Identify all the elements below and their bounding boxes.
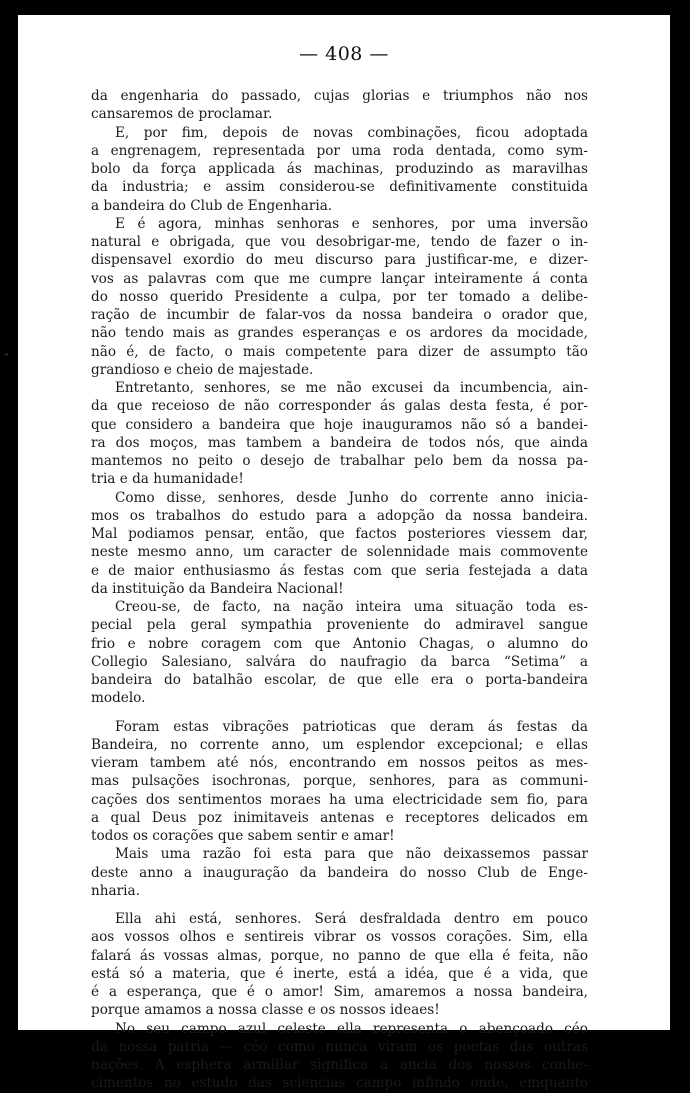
page-number: — 408 — xyxy=(299,43,389,65)
text-line: ração de incumbir de falar-vos da nossa bandeira o orador que, xyxy=(91,307,588,323)
text-line: da engenharia do passado, cujas glorias e triumphos não nos xyxy=(91,88,588,104)
text-line: mos os trabalhos do estudo para a adopção da nossa bandeira. xyxy=(91,507,588,524)
text-line: mantemos no peito o desejo de trabalhar pelo bem da nossa pa- xyxy=(91,453,588,469)
text-line: natural e obrigada, que vou desobrigar-me, tendo de fazer o in- xyxy=(91,234,588,250)
text-line: da industria; e assim considerou-se definitivamente constituida xyxy=(91,179,588,196)
text-line: cações dos sentimentos moraes ha uma electricidade sem fio, para xyxy=(91,791,588,808)
text-line: do nosso querido Presidente a culpa, por ter tomado a delibe- xyxy=(91,288,588,305)
margin-speck xyxy=(5,353,8,356)
text-line: deste anno a inauguração da bandeira do nosso Club de Enge- xyxy=(91,864,588,881)
text-line: Mal podiamos pensar, então, que factos posteriores viessem dar, xyxy=(91,526,588,542)
paragraph-gap xyxy=(91,900,588,910)
text-line: e de maior enthusiasmo ás festas com que seria festejada a data xyxy=(91,562,588,579)
text-line: frio e nobre coragem com que Antonio Chagas, o alumno do xyxy=(91,635,588,652)
text-line: da nossa patria — céo como nunca viram os poetas das outras xyxy=(91,1038,588,1055)
text-line: Ella ahi está, senhores. Será desfraldada dentro em pouco xyxy=(115,911,588,927)
text-line: da que receioso de não corresponder ás galas desta festa, é por- xyxy=(91,398,588,415)
text-line: ra dos moços, mas tambem a bandeira de todos nós, que ainda xyxy=(91,434,588,451)
text-line: grandioso e cheio de majestade. xyxy=(91,361,314,378)
text-line: da instituição da Bandeira Nacional! xyxy=(91,580,344,597)
text-line: Como disse, senhores, desde Junho do corrente anno inicia- xyxy=(115,489,588,506)
text-line: nharia. xyxy=(91,882,140,899)
text-line: vos as palavras com que me cumpre lançar inteiramente á conta xyxy=(91,270,588,287)
text-line: bandeira do batalhão escolar, de que elle era o porta-bandeira xyxy=(91,672,588,688)
text-line: não é, de facto, o mais competente para dizer de assumpto tão xyxy=(91,343,588,360)
text-line: Entretanto, senhores, se me não excusei da incumbencia, ain- xyxy=(115,380,588,396)
text-line: a engrenagem, representada por uma roda dentada, como sym- xyxy=(91,142,588,159)
text-line: que considero a bandeira que hoje inauguramos não só a bandei- xyxy=(91,416,588,433)
text-line: dispensavel exordio do meu discurso para justificar-me, e dizer- xyxy=(91,252,588,269)
text-line: Bandeira, no corrente anno, um esplendor excepcional; e ellas xyxy=(91,736,588,753)
text-line: porque amamos a nossa classe e os nossos ideaes! xyxy=(91,1002,440,1019)
text-line: E, por fim, depois de novas combinações, ficou adoptada xyxy=(115,124,588,141)
text-line: cansaremos de proclamar. xyxy=(91,106,273,123)
text-line: No seu campo azul celeste ella representa o abençoado céo xyxy=(115,1020,588,1037)
text-line: neste mesmo anno, um caracter de solennidade mais commovente xyxy=(91,544,588,561)
text-line: é a esperança, que é o amor! Sim, amaremos a nossa bandeira, xyxy=(91,984,588,1000)
text-line: aos vossos olhos e sentireis vibrar os vossos corações. Sim, ella xyxy=(91,929,588,946)
book-page xyxy=(18,15,670,1092)
text-line: mas pulsações isochronas, porque, senhores, para as communi- xyxy=(91,773,588,790)
text-body xyxy=(91,87,588,1093)
text-line: Collegio Salesiano, salvára do naufragio da barca “Setima” a xyxy=(91,653,588,670)
text-line: pecial pela geral sympathia proveniente do admiravel sangue xyxy=(91,617,588,634)
text-line: a bandeira do Club de Engenharia. xyxy=(91,197,333,214)
paragraph-gap xyxy=(91,708,588,718)
text-line: modelo. xyxy=(91,690,146,707)
text-line: a qual Deus poz inimitaveis antenas e receptores delicados em xyxy=(91,809,588,826)
text-line: não tendo mais as grandes esperanças e os ardores da mocidade, xyxy=(91,325,588,342)
text-line: Creou-se, de facto, na nação inteira uma situação toda es- xyxy=(115,599,588,615)
text-line: Foram estas vibrações patrioticas que deram ás festas da xyxy=(115,718,588,735)
text-line: falará ás vossas almas, porque, no panno de que ella é feita, não xyxy=(91,947,588,964)
text-line: está só a materia, que é inerte, está a idéa, que é a vida, que xyxy=(91,965,588,982)
text-line: cimentos no estudo das sciencias campo infindo onde, emquanto xyxy=(91,1075,588,1092)
text-line: nações. A esphera armillar significa a ancia dos nossos conhe- xyxy=(91,1057,588,1073)
text-line: E é agora, minhas senhoras e senhores, por uma inversão xyxy=(115,215,588,232)
text-line: todos os corações que sabem sentir e amar! xyxy=(91,828,395,844)
text-line: bolo da força applicada ás machinas, produzindo as maravilhas xyxy=(91,161,588,177)
text-line: tria e da humanidade! xyxy=(91,471,244,488)
text-line: vieram tambem até nós, encontrando em nossos peitos as mes- xyxy=(91,755,588,771)
text-line: Mais uma razão foi esta para que não deixassemos passar xyxy=(115,846,588,863)
